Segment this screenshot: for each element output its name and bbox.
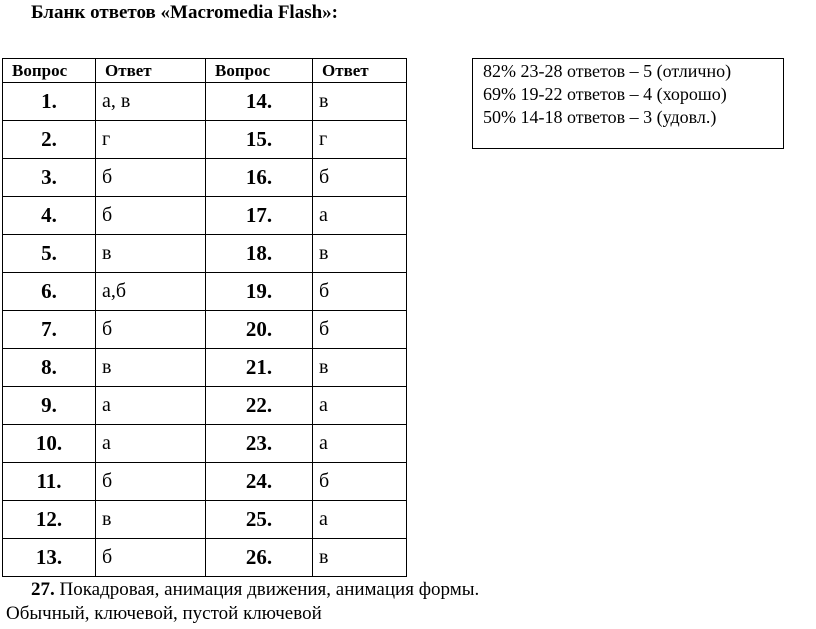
question-27-line2: Обычный, ключевой, пустой ключевой [6,603,322,624]
answer-value: в [96,235,206,273]
question-number: 7. [3,311,96,349]
table-row [3,83,407,121]
question-number: 17. [206,197,313,235]
header-answer-2: Ответ [313,59,407,83]
question-number: 14. [206,83,313,121]
answer-value: а [96,425,206,463]
question-27-number: 27. [31,579,55,600]
answer-value: б [96,311,206,349]
header-question-2: Вопрос [206,59,313,83]
grading-line: 69% 19-22 ответов – 4 (хорошо) [483,84,727,104]
answer-value: б [96,463,206,501]
answer-value: в [313,539,407,577]
table-row [3,425,407,463]
answer-value: а, в [96,83,206,121]
answer-value: б [96,197,206,235]
question-number: 19. [206,273,313,311]
question-number: 16. [206,159,313,197]
question-number: 12. [3,501,96,539]
answer-value: б [96,539,206,577]
question-number: 4. [3,197,96,235]
header-question-1: Вопрос [3,59,96,83]
answer-value: б [313,159,407,197]
answer-value: г [96,121,206,159]
answer-value: а,б [96,273,206,311]
table-row [3,349,407,387]
question-number: 21. [206,349,313,387]
answer-value: а [313,387,407,425]
question-number: 6. [3,273,96,311]
question-number: 24. [206,463,313,501]
answer-value: б [96,159,206,197]
table-row [3,311,407,349]
question-number: 25. [206,501,313,539]
table-row [3,387,407,425]
answer-value: в [96,501,206,539]
grading-box [472,58,784,149]
page-title: Бланк ответов «Macromedia Flash»: [31,2,338,23]
grading-line: 82% 23-28 ответов – 5 (отлично) [483,61,732,81]
question-number: 2. [3,121,96,159]
question-number: 5. [3,235,96,273]
answer-value: а [313,425,407,463]
table-row [3,121,407,159]
table-row [3,235,407,273]
question-number: 15. [206,121,313,159]
answer-value: в [96,349,206,387]
table-row [3,159,407,197]
table-header-row [3,59,407,83]
answer-value: б [313,311,407,349]
grading-line: 50% 14-18 ответов – 3 (удовл.) [483,107,717,127]
question-number: 11. [3,463,96,501]
question-27-line1: Покадровая, анимация движения, анимация формы. [54,579,480,600]
question-number: 23. [206,425,313,463]
question-number: 20. [206,311,313,349]
answer-value: в [313,83,407,121]
question-number: 13. [3,539,96,577]
answer-value: б [313,463,407,501]
question-number: 18. [206,235,313,273]
answer-value: в [313,235,407,273]
answer-value: б [313,273,407,311]
answer-value: а [96,387,206,425]
question-27-answer [6,578,479,626]
answer-table [2,58,407,577]
answer-value: а [313,197,407,235]
table-row [3,501,407,539]
question-number: 3. [3,159,96,197]
table-row [3,539,407,577]
question-number: 1. [3,83,96,121]
answer-value: в [313,349,407,387]
question-number: 10. [3,425,96,463]
question-number: 8. [3,349,96,387]
table-row [3,463,407,501]
answer-value: а [313,501,407,539]
table-row [3,273,407,311]
question-number: 22. [206,387,313,425]
header-answer-1: Ответ [96,59,206,83]
question-number: 9. [3,387,96,425]
question-number: 26. [206,539,313,577]
table-row [3,197,407,235]
answer-value: г [313,121,407,159]
